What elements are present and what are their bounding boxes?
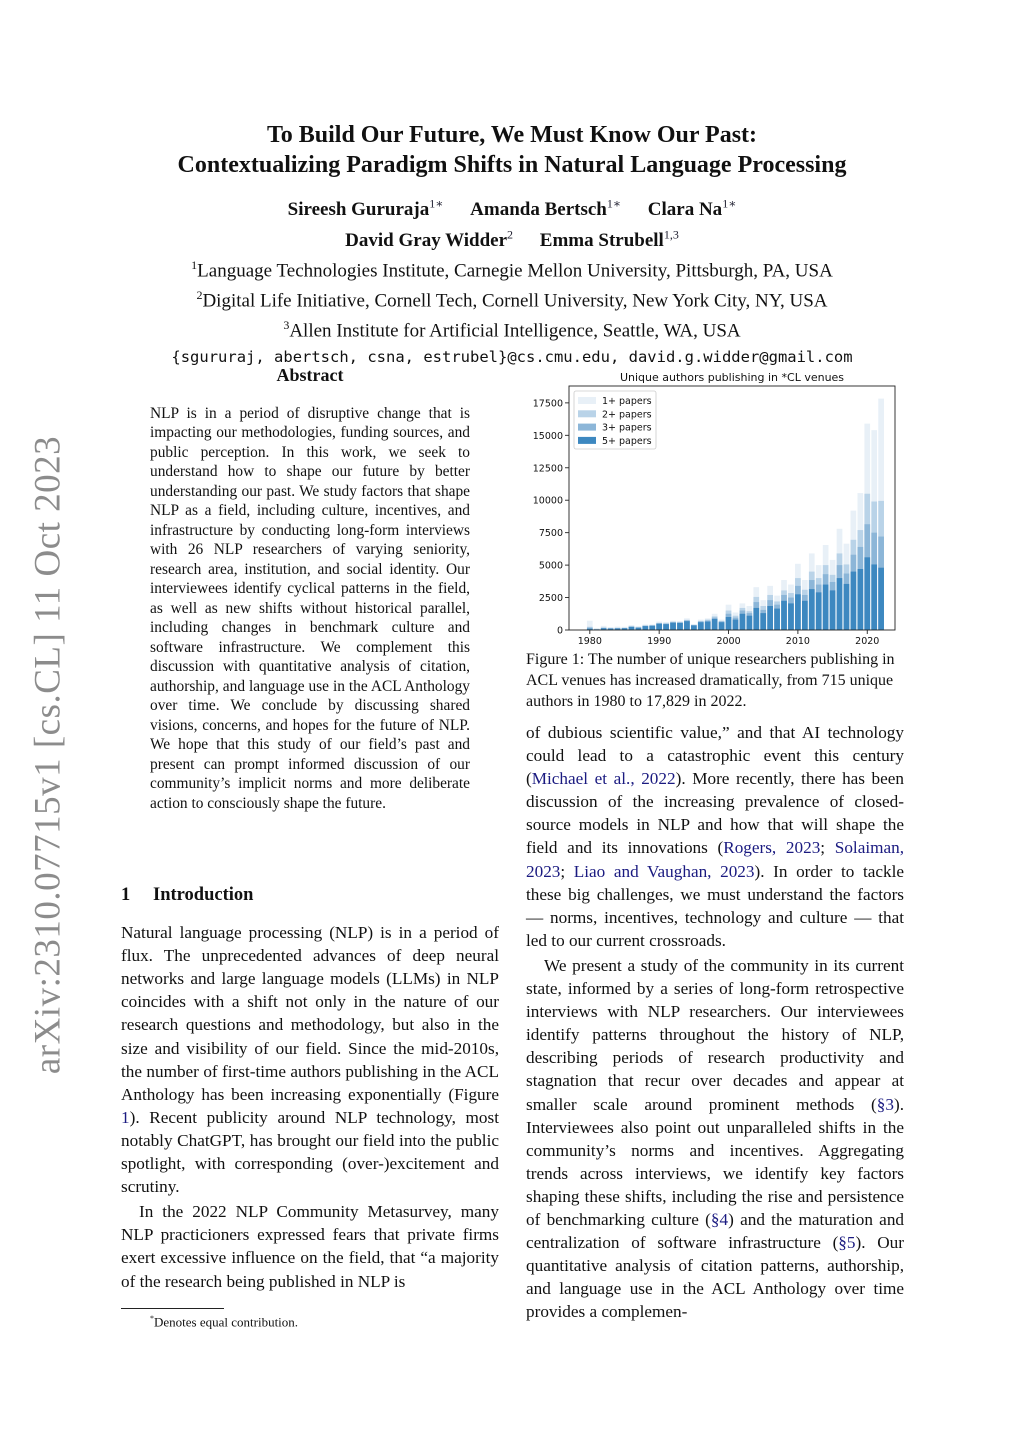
footnote: *Denotes equal contribution. <box>150 1314 299 1330</box>
bar-5-papers-1993 <box>677 623 683 630</box>
abstract-section <box>150 366 470 813</box>
arxiv-identifier <box>18 435 78 1075</box>
figure-1-link[interactable]: 1 <box>121 1107 130 1127</box>
citation-link[interactable]: Liao and Vaughan, 2023 <box>573 861 755 881</box>
bar-5-papers-2014 <box>823 585 829 630</box>
citation-link[interactable]: Michael et al., 2022 <box>531 769 676 789</box>
bar-5-papers-2016 <box>837 578 843 630</box>
y-tick-label: 17500 <box>532 398 563 410</box>
figure-caption: Figure 1: The number of unique researchers publishing in ACL venues has increased dramatically, from 715 unique authors in 1980 to 17,829 in 2022. <box>526 651 895 710</box>
intro-paragraph-2: In the 2022 NLP Community Metasurvey, many NLP practicioners expressed fears that private firms exert excessive influence on the field, that “a majority of the research being published in NLP is <box>121 1202 499 1291</box>
paper-header <box>110 120 914 370</box>
right-paragraph-1: of dubious scientific value,” and that AI technology could lead to a catastrophic event this century (Michael et al., 2022). More recently, there has been discussion of the increasing prevalence of closed-source models in NLP and how that will shape the field and its innovations (Rogers, 2023; Solaiman, 2023; Liao and Vaughan, 2023). In order to tackle these big challenges, we must understand the factors — norms, incentives, technology and culture — that led to our current crossroads. <box>526 723 905 950</box>
author-list <box>110 192 914 253</box>
bar-5-papers-2022 <box>878 568 884 630</box>
right-column-text <box>526 721 904 1323</box>
bar-5-papers-1990 <box>656 624 662 630</box>
legend-label: 1+ papers <box>602 396 652 407</box>
bar-5-papers-2013 <box>816 592 822 630</box>
author-emails: {sgururaj, abertsch, csna, estrubel}@cs.cmu.edu, david.g.widder@gmail.com <box>171 347 853 366</box>
bar-5-papers-2019 <box>857 569 863 630</box>
bar-5-papers-2008 <box>781 601 787 630</box>
bar-5-papers-2006 <box>767 606 773 630</box>
intro-paragraph-1: Natural language processing (NLP) is in a period of flux. The unprecedented advances of deep neural networks and large language models (LLMs) in NLP coincides with a shift not only in the nature of our research questions and methodology, but also in the size and visibility of our field. Since the mid-2010s, the number of first-time authors publishing in the ACL Anthology has been increasing exponentially (Figure 1). Recent publicity around NLP technology, most notably ChatGPT, has brought our field into the public spotlight, with corresponding (over-)excitement and scrutiny. <box>121 923 499 1197</box>
bar-5-papers-1995 <box>691 625 697 630</box>
y-tick-label: 12500 <box>532 463 563 475</box>
bar-5-papers-2020 <box>864 557 870 630</box>
author: Clara $Na^{1∗}$ <box>647 197 737 221</box>
y-tick-label: 5000 <box>538 560 563 572</box>
paper-title <box>110 120 914 180</box>
bar-5-papers-2001 <box>733 620 739 630</box>
citation-link[interactable]: Rogers, 2023 <box>723 838 821 858</box>
y-tick-label: 10000 <box>532 495 563 507</box>
bar-5-papers-2021 <box>871 564 877 630</box>
footnote-rule <box>121 1308 224 1309</box>
bar-5-papers-1991 <box>663 624 669 630</box>
legend-label: 3+ papers <box>602 422 652 434</box>
section-link[interactable]: §5 <box>838 1233 856 1253</box>
bar-5-papers-1999 <box>719 622 725 630</box>
bar-5-papers-2015 <box>830 590 836 630</box>
arxiv-id-text: arXiv:2310.07715v1 [cs.CL] 11 Oct 2023 <box>27 435 69 1075</box>
y-tick-label: 7500 <box>538 528 563 540</box>
bar-5-papers-1989 <box>649 626 655 630</box>
author: Sireesh Gururaja$^{1∗}$ <box>287 197 444 221</box>
bar-5-papers-2002 <box>740 614 746 630</box>
y-tick-label: 15000 <box>532 430 563 442</box>
x-tick-label: 1980 <box>577 636 602 647</box>
citation-link[interactable]: Solaiman, 2023 <box>526 838 904 881</box>
bar-5-papers-2007 <box>774 609 780 630</box>
x-tick-label: 1990 <box>647 636 672 647</box>
authors-bar-chart <box>520 364 905 649</box>
author: Amanda Bertsch$^{1∗}$ <box>470 197 622 221</box>
abstract-text: NLP is in a period of disruptive change that is impacting our methodologies, funding sources, and public perception. In this work, we seek to understand how to shape our future by better understanding our past. We study factors that shape NLP as a field, including culture, incentives, and infrastructure by conducting long-form interviews with 26 NLP researchers of varying seniority, research area, institution, and social identity. Our interviewees identify cyclical patterns in the field, as well as new shifts without historical parallel, including changes in benchmark culture and software infrastructure. We complement this discussion with quantitative analysis of citation, authorship, and language use in the ACL Anthology over time. We conclude by discussing shared visions, concerns, and hopes for the future of NLP. We hope that this study of our field’s past and present can prompt informed discussion of our community’s implicit norms and more deliberate action to consciously shape the future. <box>150 404 470 812</box>
legend-label: 2+ papers <box>602 409 652 421</box>
section-link[interactable]: §4 <box>710 1209 729 1229</box>
bar-5-papers-2003 <box>746 616 752 630</box>
abstract-heading: Abstract <box>276 365 344 385</box>
bar-5-papers-2009 <box>788 603 794 630</box>
legend-swatch <box>578 424 596 431</box>
section-heading: 1 Introduction <box>121 885 254 905</box>
legend-swatch <box>578 410 596 417</box>
author: Emma Strubell$^{1,3}$ <box>539 227 679 251</box>
right-paragraph-2: We present a study of the community in its current state, informed by a series of long-form retrospective interviews with NLP researchers. Our interviewees identify patterns throughout the history of NLP, describing periods of research productivity and stagnation that recur over decades and appear at smaller scale around prominent methods (§3). Interviewees also point out unparalleled shifts in the community’s norms and incentives. Aggregating trends across interviews, we identify key factors shaping these shifts, including the rise and persistence of benchmarking culture (§4) and the maturation and centralization of software infrastructure (§5). Our quantitative analysis of citation patterns, authorship, and language use in the ACL Anthology over time provides a complemen- <box>526 955 905 1322</box>
chart-title: Unique authors publishing in *CL venues <box>619 371 845 384</box>
affiliation: $^2$Digital Life Initiative, Cornell Tech, Cornell University, New York City, NY, USA <box>196 287 828 312</box>
bar-5-papers-2012 <box>809 589 815 630</box>
y-tick-label: 0 <box>556 625 563 637</box>
x-tick-label: 2020 <box>855 636 880 647</box>
bar-5-papers-2004 <box>753 608 759 630</box>
affiliation: $^3$Allen Institute for Artificial Intelligence, Seattle, WA, USA <box>283 318 741 342</box>
bar-5-papers-2010 <box>795 594 801 630</box>
bar-5-papers-1994 <box>684 621 690 630</box>
introduction-section <box>121 884 499 1293</box>
chart-legend <box>574 391 656 449</box>
bar-5-papers-1997 <box>705 622 711 630</box>
bar-5-papers-2000 <box>726 617 732 630</box>
bar-5-papers-2011 <box>802 601 808 630</box>
x-tick-label: 2000 <box>716 636 741 647</box>
bar-5-papers-1992 <box>670 623 676 630</box>
legend-label: 5+ papers <box>602 435 652 447</box>
bar-5-papers-2017 <box>844 584 850 630</box>
bar-5-papers-1996 <box>698 622 704 630</box>
bar-5-papers-2005 <box>760 613 766 630</box>
x-tick-label: 2010 <box>785 636 810 647</box>
bar-5-papers-1988 <box>642 626 648 630</box>
bar-5-papers-1998 <box>712 619 718 630</box>
title-line-1: To Build Our Future, We Must Know Our Past: <box>266 122 758 148</box>
bar-5-papers-2018 <box>851 572 857 630</box>
section-link[interactable]: §3 <box>876 1094 894 1114</box>
legend-swatch <box>578 437 596 444</box>
author: David Gray Widder$^2$ <box>345 227 514 251</box>
affiliation: $^1$Language Technologies Institute, Carnegie Mellon University, Pittsburgh, PA, USA <box>191 257 833 281</box>
title-line-2: Contextualizing Paradigm Shifts in Natural Language Processing <box>177 152 847 178</box>
legend-swatch <box>578 397 596 404</box>
y-tick-label: 2500 <box>538 593 563 605</box>
